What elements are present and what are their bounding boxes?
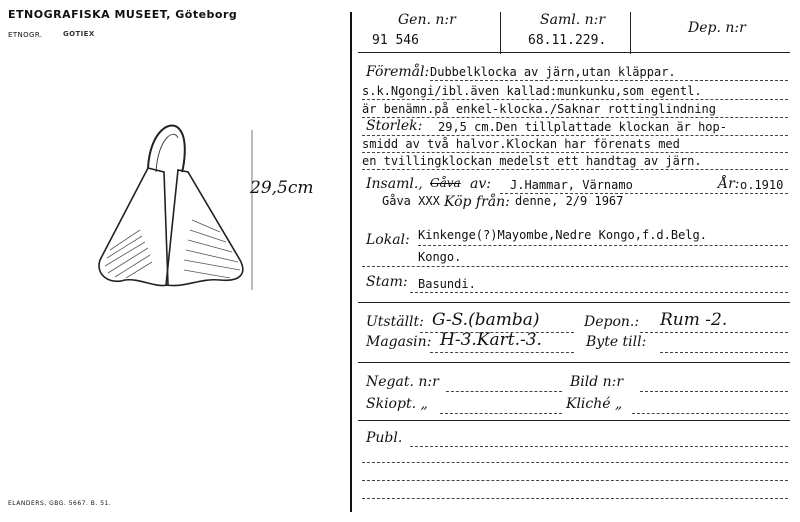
rule-18 bbox=[632, 413, 788, 414]
section-rule-1 bbox=[358, 302, 790, 303]
ar-value: o.1910 bbox=[740, 178, 784, 192]
insaml-struck: Gåva bbox=[430, 176, 461, 190]
dep-label: Dep. n:r bbox=[688, 20, 746, 36]
section-rule-2 bbox=[358, 362, 790, 363]
saml-value: 68.11.229. bbox=[528, 33, 607, 48]
etnogr-stamp: GOTIEX bbox=[63, 30, 95, 38]
rule-20 bbox=[362, 462, 788, 463]
stam-value: Basundi. bbox=[418, 277, 476, 291]
gava-prefix: Gåva XXX bbox=[382, 194, 440, 208]
printer-imprint: ELANDERS, GBG. 5667. B. 51. bbox=[8, 500, 112, 507]
byte-label: Byte till: bbox=[586, 334, 647, 350]
rule-12 bbox=[640, 332, 788, 333]
rule-22 bbox=[362, 498, 788, 499]
rule-4 bbox=[362, 135, 788, 136]
utstallt-label: Utställt: bbox=[366, 314, 424, 330]
negat-label: Negat. n:r bbox=[366, 374, 439, 390]
kop-label: Köp från: bbox=[444, 194, 510, 210]
utstallt-value: G-S.(bamba) bbox=[432, 310, 540, 330]
top-divider-2 bbox=[630, 12, 631, 54]
magasin-value: H-3.Kart.-3. bbox=[440, 330, 542, 350]
top-rule bbox=[358, 52, 790, 53]
rule-13 bbox=[430, 352, 574, 353]
rule-9 bbox=[362, 266, 788, 267]
rule-19 bbox=[410, 446, 788, 447]
bild-label: Bild n:r bbox=[570, 374, 624, 390]
rule-16 bbox=[640, 391, 788, 392]
storlek-line-1: 29,5 cm.Den tillplattade klockan är hop- bbox=[438, 120, 727, 134]
rule-2 bbox=[362, 99, 788, 100]
rule-10 bbox=[410, 292, 788, 293]
skiopt-label: Skiopt. „ bbox=[366, 396, 428, 412]
gen-label: Gen. n:r bbox=[398, 12, 456, 28]
rule-8 bbox=[418, 245, 788, 246]
saml-label: Saml. n:r bbox=[540, 12, 606, 28]
insaml-av-label: av: bbox=[470, 176, 491, 192]
lokal-line-2: Kongo. bbox=[418, 250, 462, 264]
museum-name: ETNOGRAFISKA MUSEET, Göteborg bbox=[8, 8, 238, 21]
rule-6 bbox=[362, 169, 788, 170]
depon-value: Rum -2. bbox=[660, 310, 728, 330]
rule-17 bbox=[440, 413, 562, 414]
depon-label: Depon.: bbox=[584, 314, 640, 330]
insaml-value: J.Hammar, Värnamo bbox=[510, 178, 633, 192]
cliche-label: Kliché „ bbox=[566, 396, 623, 412]
foremal-line-2: s.k.Ngongi/ibl.även kallad:munkunku,som egentl. bbox=[362, 84, 702, 98]
foremal-line-1: Dubbelklocka av järn,utan kläppar. bbox=[430, 65, 676, 79]
stam-label: Stam: bbox=[366, 274, 408, 290]
insaml-label: Insaml., bbox=[366, 176, 423, 192]
gen-value: 91 546 bbox=[372, 33, 419, 48]
rule-5 bbox=[362, 152, 788, 153]
magasin-label: Magasin: bbox=[366, 334, 432, 350]
top-divider-1 bbox=[500, 12, 501, 54]
rule-3 bbox=[362, 117, 788, 118]
size-note: 29,5cm bbox=[250, 178, 314, 198]
card-divider bbox=[350, 12, 352, 512]
rule-7 bbox=[500, 193, 788, 194]
ar-label: År: bbox=[718, 176, 740, 192]
rule-1 bbox=[430, 80, 788, 81]
lokal-label: Lokal: bbox=[366, 232, 410, 248]
section-rule-3 bbox=[358, 420, 790, 421]
insaml-line-2: denne, 2/9 1967 bbox=[515, 194, 624, 208]
storlek-line-3: en tvillingklockan medelst ett handtag av järn. bbox=[362, 154, 702, 168]
bell-sketch bbox=[80, 110, 260, 320]
rule-15 bbox=[446, 391, 562, 392]
foremal-label: Föremål: bbox=[366, 64, 430, 80]
storlek-label: Storlek: bbox=[366, 118, 423, 134]
foremal-line-3: är benämn.på enkel-klocka./Saknar rottinglindning bbox=[362, 102, 717, 116]
storlek-line-2: smidd av två halvor.Klockan har förenats med bbox=[362, 137, 680, 151]
rule-21 bbox=[362, 480, 788, 481]
lokal-line-1: Kinkenge(?)Mayombe,Nedre Kongo,f.d.Belg. bbox=[418, 228, 707, 242]
etnogr-label: ETNOGR. bbox=[8, 31, 43, 39]
rule-14 bbox=[660, 352, 788, 353]
publ-label: Publ. bbox=[366, 430, 403, 446]
